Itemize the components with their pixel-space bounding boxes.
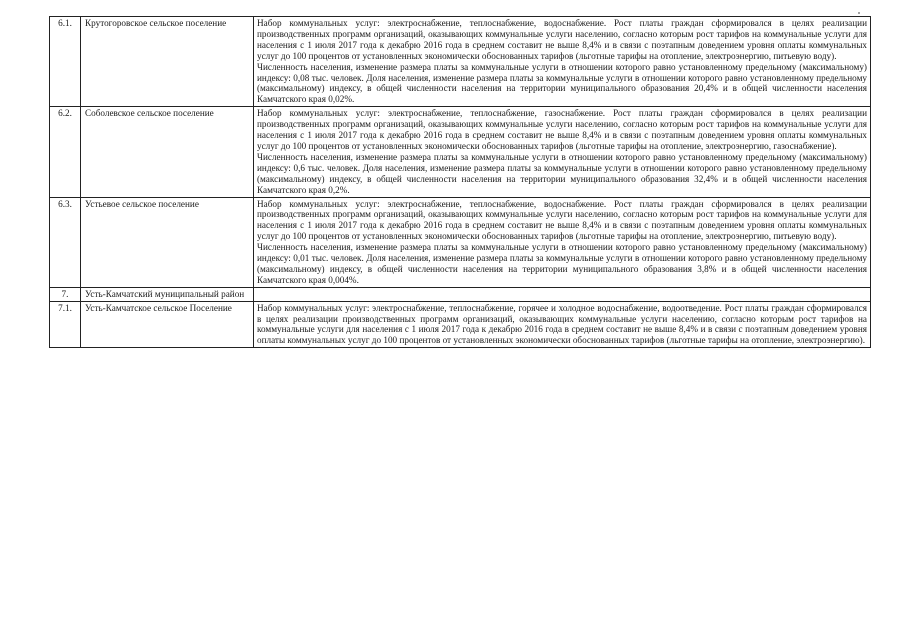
municipality-name: Крутогоровское сельское поселение	[81, 17, 254, 107]
scan-speck	[858, 12, 860, 14]
tariff-table	[49, 16, 871, 348]
section-row	[50, 287, 871, 301]
row-number: 7.1.	[50, 301, 81, 348]
document-page	[49, 16, 871, 348]
population-paragraph: Численность населения, изменение размера платы за коммунальные услуги в отношении которого равно установленному предельному (максимальному) индексу: 0,08 тыс. человек. Доля населения, изменение размера платы за коммунальные услуги в отношении которого равно установленному предельному (максимальному) индексу, в общей численности населения на территории муниципального образования 20,4% и в общей численности населения Камчатского края 0,02%.	[257, 61, 867, 105]
municipality-name: Устьевое сельское поселение	[81, 197, 254, 287]
services-paragraph: Набор коммунальных услуг: электроснабжение, теплоснабжение, газоснабжение. Рост платы граждан сформировался в целях реализации производственных программ организаций, оказывающих коммунальные услуги населению, согласно которым рост тарифов на коммунальные услуги для населения с 1 июля 2017 года к декабрю 2016 года в среднем составит не выше 8,4% и в связи с поэтапным доведением уровня оплаты коммунальных услуг до 100 процентов от установленных экономически обоснованных тарифов (льготные тарифы на отопление, электроэнергию, газоснабжение).	[257, 108, 867, 151]
description-cell	[254, 301, 871, 348]
services-paragraph: Набор коммунальных услуг: электроснабжение, теплоснабжение, водоснабжение. Рост платы граждан сформировался в целях реализации производственных программ организаций, оказывающих коммунальные услуги населению, согласно которым рост тарифов на коммунальные услуги для населения с 1 июля 2017 года к декабрю 2016 года в среднем составит не выше 8,4% и в связи с поэтапным доведением уровня оплаты коммунальных услуг до 100 процентов от установленных экономически обоснованных тарифов (льготные тарифы на отопление, электроэнергию, питьевую воду).	[257, 18, 867, 61]
description-cell	[254, 107, 871, 197]
services-paragraph: Набор коммунальных услуг: электроснабжение, теплоснабжение, водоснабжение. Рост платы граждан сформировался в целях реализации производственных программ организаций, оказывающих коммунальные услуги населению, согласно которым рост тарифов на коммунальные услуги для населения с 1 июля 2017 года к декабрю 2016 года в среднем составит не выше 8,4% и в связи с поэтапным доведением уровня оплаты коммунальных услуг до 100 процентов от установленных экономически обоснованных тарифов (льготные тарифы на отопление, электроэнергию, питьевую воду).	[257, 198, 867, 242]
services-paragraph: Набор коммунальных услуг: электроснабжение, теплоснабжение, горячее и холодное водоснабжение, водоотведение. Рост платы граждан сформировался в целях реализации производственных программ организаций, оказывающих коммунальные услуги населению, согласно которым рост тарифов на коммунальные услуги для населения с 1 июля 2017 года к декабрю 2016 года в среднем составит не выше 8,4% и в связи с поэтапным доведением уровня оплаты коммунальных услуг до 100 процентов от установленных экономически обоснованных тарифов (льготные тарифы на отопление, электроэнергию).	[257, 302, 867, 346]
district-name: Усть-Камчатский муниципальный район	[81, 287, 254, 301]
municipality-name: Соболевское сельское поселение	[81, 107, 254, 197]
municipality-name: Усть-Камчатское сельское Поселение	[81, 301, 254, 348]
table-row	[50, 197, 871, 287]
section-number: 7.	[50, 287, 81, 301]
table-row	[50, 107, 871, 197]
population-paragraph: Численность населения, изменение размера платы за коммунальные услуги в отношении которого равно установленному предельному (максимальному) индексу: 0,01 тыс. человек. Доля населения, изменение размера платы за коммунальные услуги в отношении которого равно установленному предельному (максимальному) индексу, в общей численности населения на территории муниципального образования 3,8% и в общей численности населения Камчатского края 0,004%.	[257, 242, 867, 285]
population-paragraph: Численность населения, изменение размера платы за коммунальные услуги в отношении которого равно установленному предельному (максимальному) индексу: 0,6 тыс. человек. Доля населения, изменение размера платы за коммунальные услуги в отношении которого равно установленному предельному (максимальному) индексу, в общей численности населения на территории муниципального образования 32,4% и в общей численности населения Камчатского края 0,2%.	[257, 151, 867, 195]
empty-cell	[254, 287, 871, 301]
row-number: 6.3.	[50, 197, 81, 287]
description-cell	[254, 197, 871, 287]
row-number: 6.2.	[50, 107, 81, 197]
table-row	[50, 301, 871, 348]
row-number: 6.1.	[50, 17, 81, 107]
table-row	[50, 17, 871, 107]
description-cell	[254, 17, 871, 107]
